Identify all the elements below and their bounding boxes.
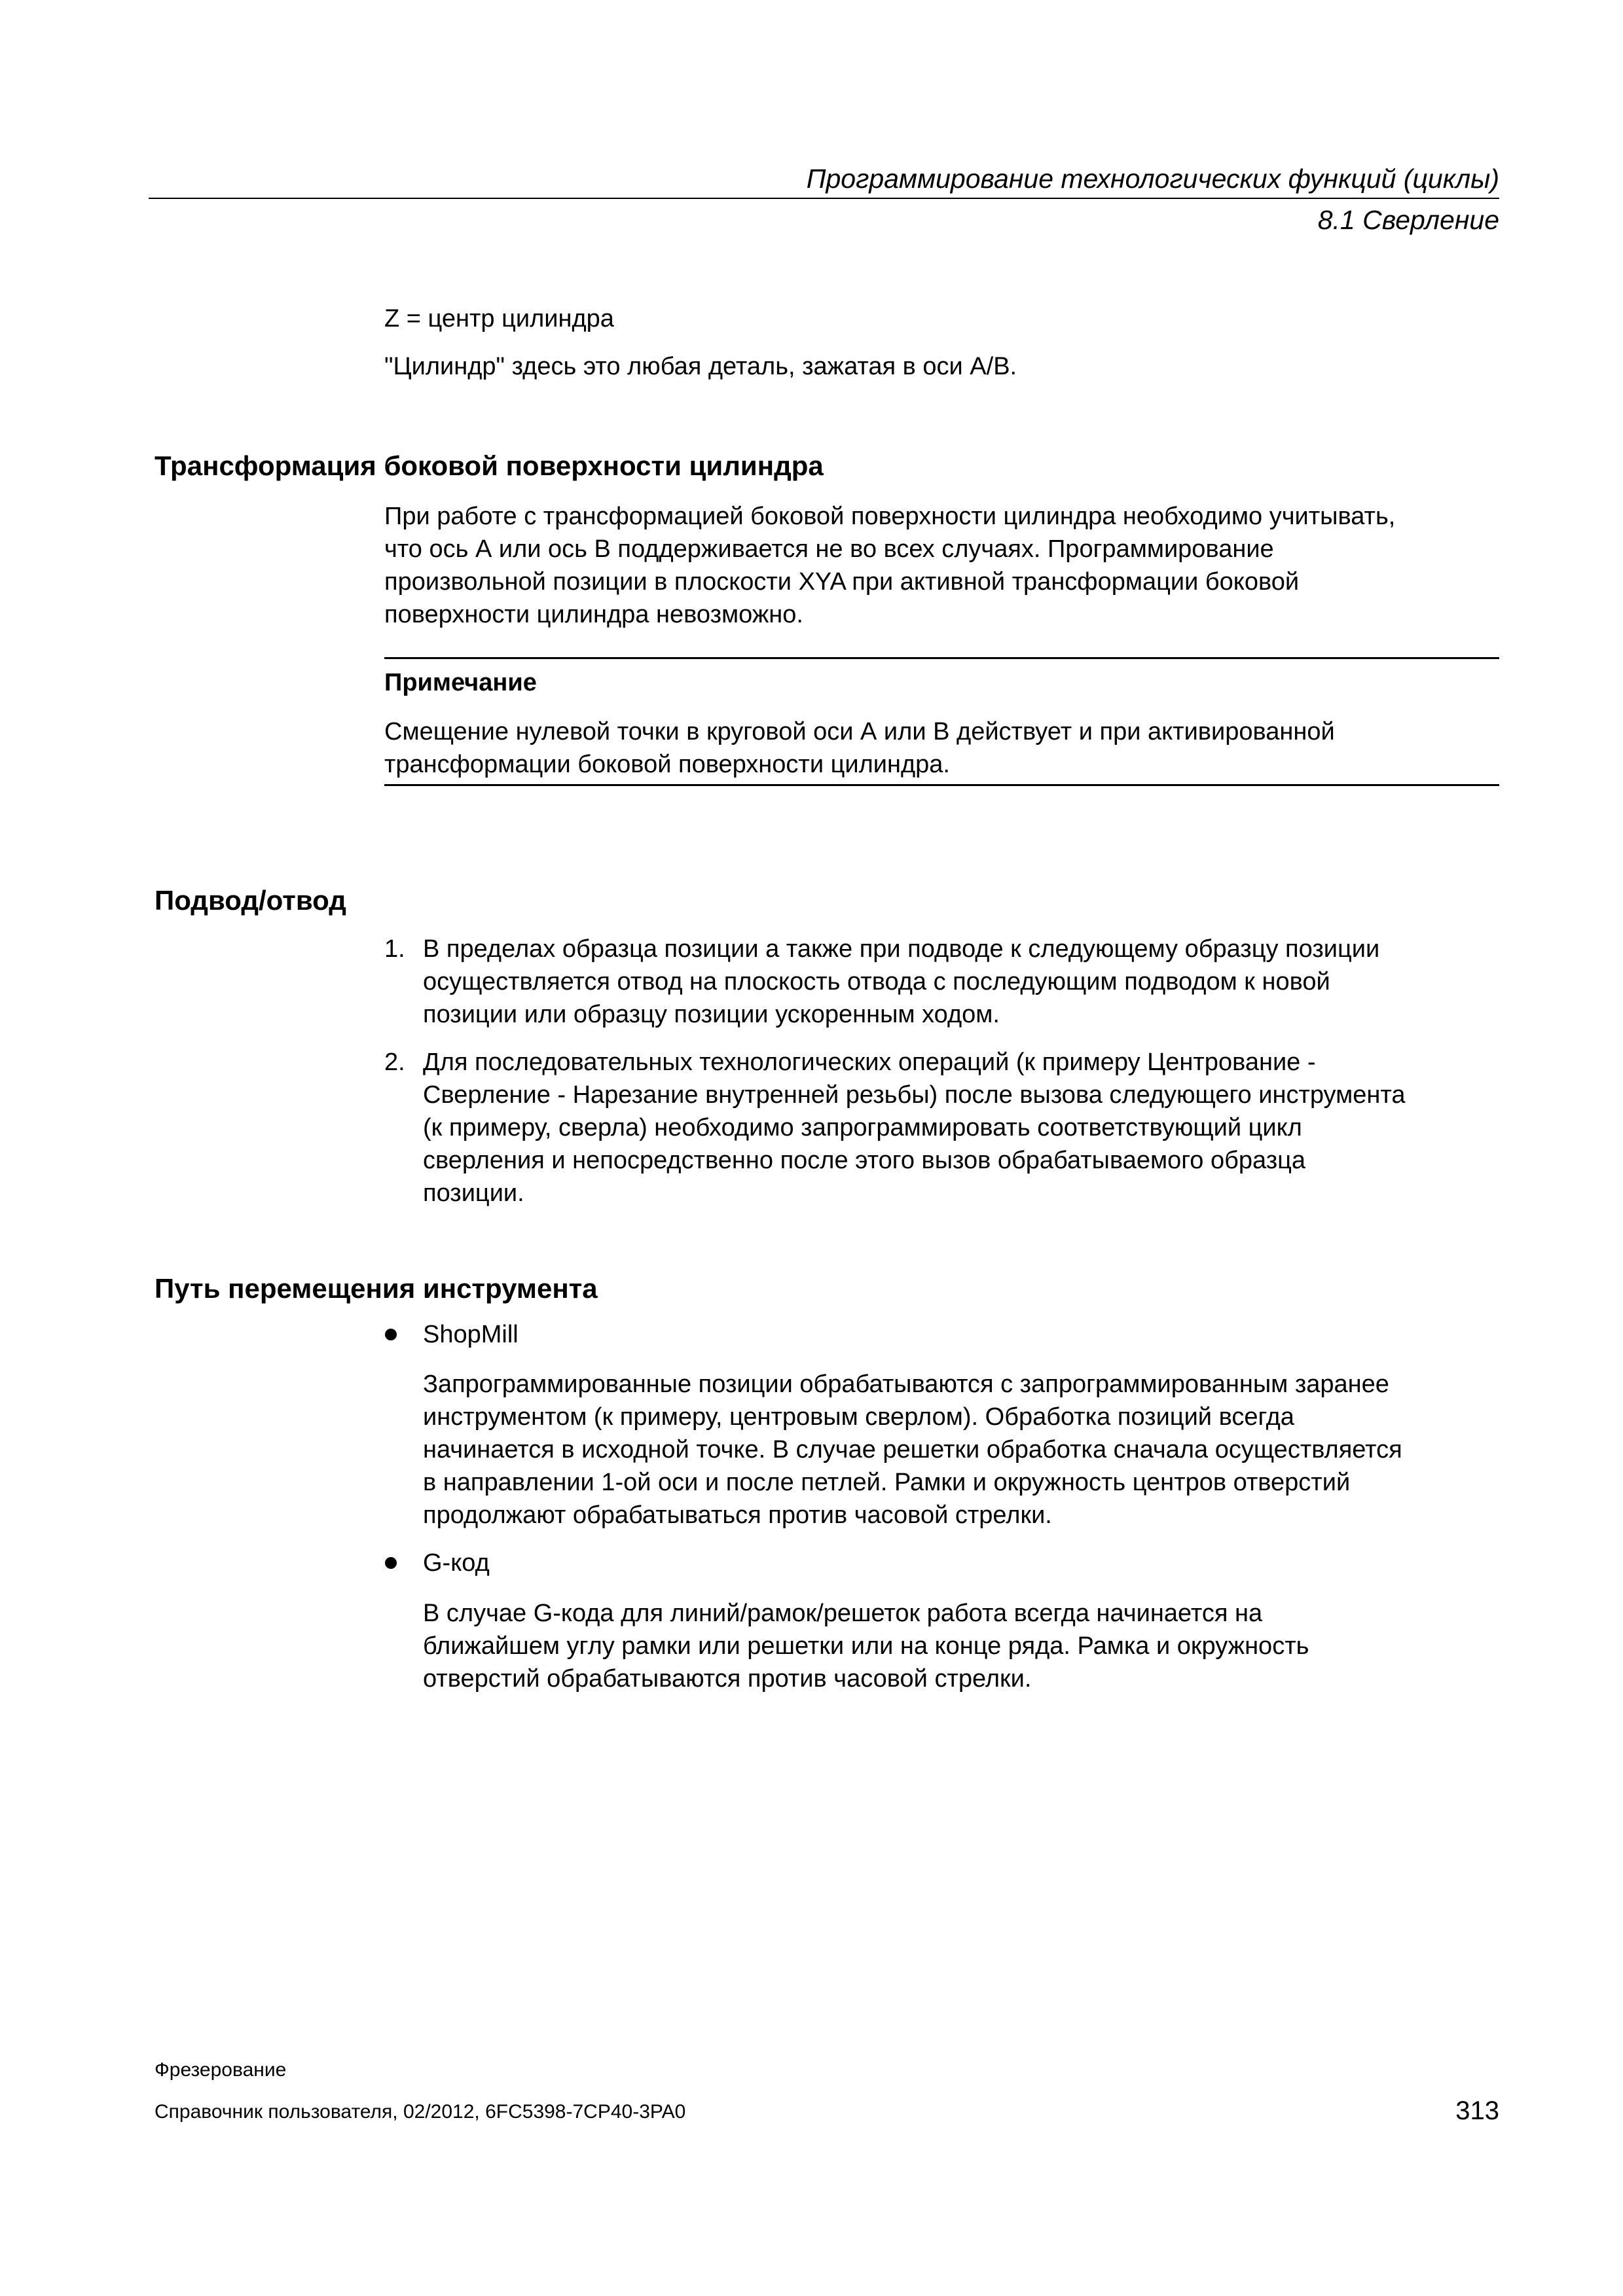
- paragraph-line: что ось А или ось В поддерживается не во всех случаях. Программирование: [384, 535, 1274, 563]
- paragraph-line: ближайшем углу рамки или решетки или на конце ряда. Рамка и окружность: [423, 1632, 1309, 1660]
- note-title: Примечание: [384, 669, 537, 696]
- note-bottom-rule: [384, 784, 1499, 786]
- footer-manual-info: Справочник пользователя, 02/2012, 6FC5398-7CP40-3PA0: [155, 2101, 686, 2123]
- bullet-item-label: ShopMill: [423, 1321, 519, 1348]
- list-number: 1.: [384, 935, 405, 963]
- paragraph-line: позиции.: [423, 1179, 524, 1207]
- note-body: [384, 715, 1499, 781]
- paragraph-line: отверстий обрабатываются против часовой стрелки.: [423, 1665, 1032, 1693]
- paragraph-line: В случае G-кода для линий/рамок/решеток работа всегда начинается на: [423, 1600, 1263, 1627]
- bullet-item-body: [423, 1597, 1499, 1695]
- numbered-list-item: [423, 933, 1499, 1031]
- paragraph-line: Сверление - Нарезание внутренней резьбы) после вызова следующего инструмента: [423, 1081, 1406, 1109]
- intro-line: "Цилиндр" здесь это любая деталь, зажатая в оси A/B.: [384, 353, 1017, 380]
- transform-paragraph: [384, 500, 1499, 631]
- paragraph-line: Для последовательных технологических операций (к примеру Центрование -: [423, 1049, 1316, 1076]
- bullet-item-body: [423, 1368, 1499, 1532]
- header-chapter-title: Программирование технологических функций (циклы): [806, 164, 1499, 194]
- paragraph-line: в направлении 1-ой оси и после петлей. Рамки и окружность центров отверстий: [423, 1469, 1351, 1496]
- paragraph-line: позиции или образцу позиции ускоренным ходом.: [423, 1001, 1000, 1028]
- paragraph-line: осуществляется отвод на плоскость отвода с последующим подводом к новой: [423, 968, 1330, 996]
- paragraph-line: начинается в исходной точке. В случае решетки обработка сначала осуществляется: [423, 1436, 1402, 1463]
- intro-line: Z = центр цилиндра: [384, 305, 614, 332]
- footer-title: Фрезерование: [155, 2059, 287, 2081]
- paragraph-line: Смещение нулевой точки в круговой оси А или В действует и при активированной: [384, 718, 1335, 745]
- header-rule: [149, 198, 1499, 199]
- numbered-list-item: [423, 1046, 1499, 1210]
- paragraph-line: При работе с трансформацией боковой поверхности цилиндра необходимо учитывать,: [384, 503, 1396, 530]
- paragraph-line: (к примеру, сверла) необходимо запрограммировать соответствующий цикл: [423, 1114, 1302, 1141]
- paragraph-line: произвольной позиции в плоскости XYA при активной трансформации боковой: [384, 568, 1300, 596]
- list-number: 2.: [384, 1049, 405, 1076]
- section-heading-tool-path: Путь перемещения инструмента: [155, 1273, 598, 1304]
- paragraph-line: Запрограммированные позиции обрабатываются с запрограммированным заранее: [423, 1371, 1389, 1398]
- page-number: 313: [1455, 2096, 1499, 2125]
- note-top-rule: [384, 657, 1499, 659]
- paragraph-line: поверхности цилиндра невозможно.: [384, 601, 803, 628]
- bullet-item-label: G-код: [423, 1549, 490, 1577]
- paragraph-line: сверления и непосредственно после этого вызов обрабатываемого образца: [423, 1147, 1306, 1174]
- header-section-title: 8.1 Сверление: [1317, 205, 1499, 235]
- paragraph-line: продолжают обрабатываться против часовой стрелки.: [423, 1501, 1052, 1529]
- bullet-icon: [385, 1329, 397, 1340]
- paragraph-line: инструментом (к примеру, центровым сверлом). Обработка позиций всегда: [423, 1403, 1294, 1431]
- section-heading-transform: Трансформация боковой поверхности цилиндра: [155, 450, 824, 481]
- bullet-icon: [385, 1557, 397, 1569]
- paragraph-line: В пределах образца позиции а также при подводе к следующему образцу позиции: [423, 935, 1380, 963]
- paragraph-line: трансформации боковой поверхности цилиндра.: [384, 751, 950, 778]
- section-heading-approach: Подвод/отвод: [155, 885, 346, 916]
